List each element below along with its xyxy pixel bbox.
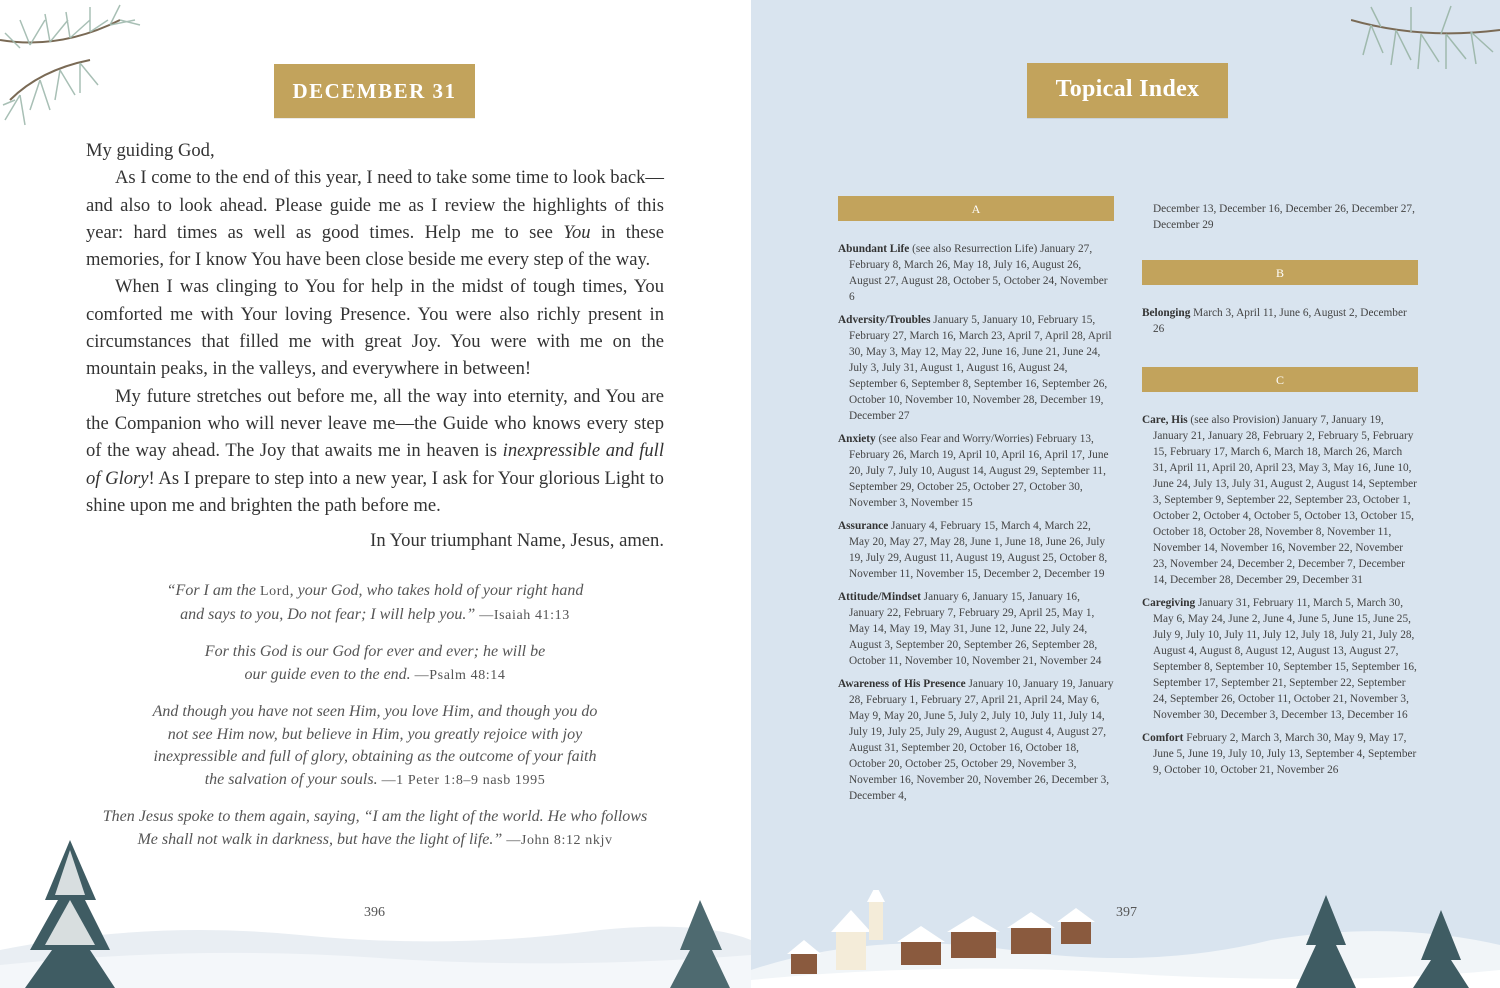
index-entry: Anxiety (see also Fear and Worry/Worries) February 13, February 26, March 19, April 10, April 16, April 17, June 20, July 7, July 10, August 14, August 29, September 11, September 29, October 25, October 27, October 30, November 3, November 15 bbox=[838, 433, 1109, 509]
index-entry: Adversity/Troubles January 5, January 10, February 15, February 27, March 16, March 23, April 7, April 28, April 30, May 3, May 12, May 22, June 16, June 21, June 24, July 3, July 31, August 1, August 16, August 24, September 6, September 8, September 16, September 26, October 10, November 10, November 28, December 19, December 27 bbox=[838, 314, 1112, 422]
pine-branch-illustration bbox=[1351, 0, 1500, 100]
scripture-quotes bbox=[86, 580, 664, 866]
devotional-letter bbox=[86, 137, 664, 554]
scripture-quote: “For I am the Lord, your God, who takes hold of your right hand and says to you, Do not fear; I will help you.” —Isaiah 41:13 bbox=[166, 582, 584, 623]
scripture-quote: And though you have not seen Him, you love Him, and though you do not see Him now, but believe in Him, you greatly rejoice with joy inexpressible and full of glory, obtaining as the outcome of your faith the salvation of your souls. —1 Peter 1:8–9 nasb 1995 bbox=[152, 703, 598, 788]
index-entry: Care, His (see also Provision) January 7, January 19, January 21, January 28, February 2, February 5, February 15, February 17, March 6, March 18, March 26, March 31, April 11, April 20, April 23, May 3, May 16, June 10, June 24, July 13, July 31, August 2, August 14, September 3, September 9, September 22, September 23, October 1, October 2, October 4, October 5, October 13, October 15, October 18, October 28, November 8, November 11, November 14, November 16, November 22, November 23, November 24, December 2, December 7, December 14, December 28, December 29, December 31 bbox=[1142, 414, 1417, 586]
index-entry: Comfort February 2, March 3, March 30, May 9, May 17, June 5, June 19, July 10, July 13, September 4, September 9, October 10, October 21, November 26 bbox=[1142, 732, 1417, 776]
index-entry: Attitude/Mindset January 6, January 15, January 16, January 22, February 7, February 29, April 25, May 1, May 14, May 19, May 31, June 12, June 22, July 24, August 3, September 20, September 26, September 28, October 11, November 10, November 21, November 24 bbox=[838, 591, 1102, 667]
scripture-quote: Then Jesus spoke to them again, saying, “I am the light of the world. He who follows Me shall not walk in darkness, but have the light of life.” —John 8:12 nkjv bbox=[102, 808, 648, 848]
date-header: DECEMBER 31 bbox=[274, 64, 475, 118]
paragraph-2: When I was clinging to You for help in the midst of tough times, You comforted me with Your loving Presence. You were also richly present in circumstances that filled me with great Joy. You were with me on the mountain peaks, in the valleys, and everywhere in between! bbox=[86, 276, 664, 380]
index-letter-a: A bbox=[838, 196, 1114, 221]
index-entry: Awareness of His Presence January 10, January 19, January 28, February 1, February 27, April 21, April 24, May 6, May 9, May 20, June 5, July 2, July 10, July 11, July 14, July 19, July 25, July 29, August 2, August 4, August 27, August 31, September 20, October 16, October 18, October 20, October 25, October 29, November 3, November 16, November 20, November 26, December 3, December 4, bbox=[838, 678, 1114, 802]
index-column-2 bbox=[1142, 201, 1418, 785]
scripture-source: —1 Peter 1:8–9 nasb 1995 bbox=[381, 772, 546, 788]
scripture-source: —Isaiah 41:13 bbox=[479, 607, 570, 623]
pine-branch-illustration bbox=[0, 0, 180, 140]
index-header: Topical Index bbox=[1027, 63, 1228, 118]
scripture-source: —John 8:12 nkjv bbox=[506, 832, 613, 848]
index-entry: Belonging March 3, April 11, June 6, August 2, December 26 bbox=[1142, 307, 1407, 335]
scripture-source: —Psalm 48:14 bbox=[414, 667, 506, 683]
scripture-quote: For this God is our God for ever and ever; he will be our guide even to the end. —Psalm 48:14 bbox=[204, 643, 546, 683]
index-entry: Caregiving January 31, February 11, March 5, March 30, May 6, May 24, June 2, June 4, June 5, June 15, June 25, July 9, July 10, July 11, July 12, July 18, July 21, July 28, August 4, August 8, August 12, August 13, August 27, September 8, September 10, September 15, September 16, September 17, September 21, September 22, September 24, September 26, October 11, October 21, November 3, November 30, December 3, December 13, December 16 bbox=[1142, 597, 1417, 721]
index-column-1 bbox=[838, 196, 1114, 811]
index-letter-b: B bbox=[1142, 260, 1418, 285]
index-continuation: December 13, December 16, December 26, December 27, December 29 bbox=[1153, 203, 1415, 231]
index-entry: Assurance January 4, February 15, March 4, March 22, May 20, May 27, May 28, June 1, June 18, June 26, July 19, July 29, August 11, August 19, August 25, October 8, November 11, November 15, December 2, December 19 bbox=[838, 520, 1108, 580]
index-entry: Abundant Life (see also Resurrection Life) January 27, February 8, March 26, May 18, July 16, August 26, August 27, August 28, October 5, October 24, November 6 bbox=[838, 243, 1108, 303]
greeting: My guiding God, bbox=[86, 140, 215, 161]
closing-line: In Your triumphant Name, Jesus, amen. bbox=[370, 530, 664, 552]
paragraph-3: My future stretches out before me, all the way into eternity, and You are the Companion who will never leave me—the Guide who knows every step of the way ahead. The Joy that awaits me in heaven is inexpressible and full of Glory! As I prepare to step into a new year, I ask for Your glorious Light to shine upon me and brighten the path before me. bbox=[86, 385, 664, 516]
index-letter-c: C bbox=[1142, 367, 1418, 392]
page-number: 397 bbox=[1116, 905, 1137, 920]
paragraph-1: As I come to the end of this year, I need to take some time to look back—and also to look ahead. Please guide me as I review the highlights of this year: hard times as well as good times. Help me to see You in these memories, for I know You have been close beside me every step of the way. bbox=[86, 167, 665, 271]
right-page bbox=[751, 0, 1500, 988]
page-number: 396 bbox=[364, 905, 385, 920]
church-icon bbox=[831, 890, 885, 970]
